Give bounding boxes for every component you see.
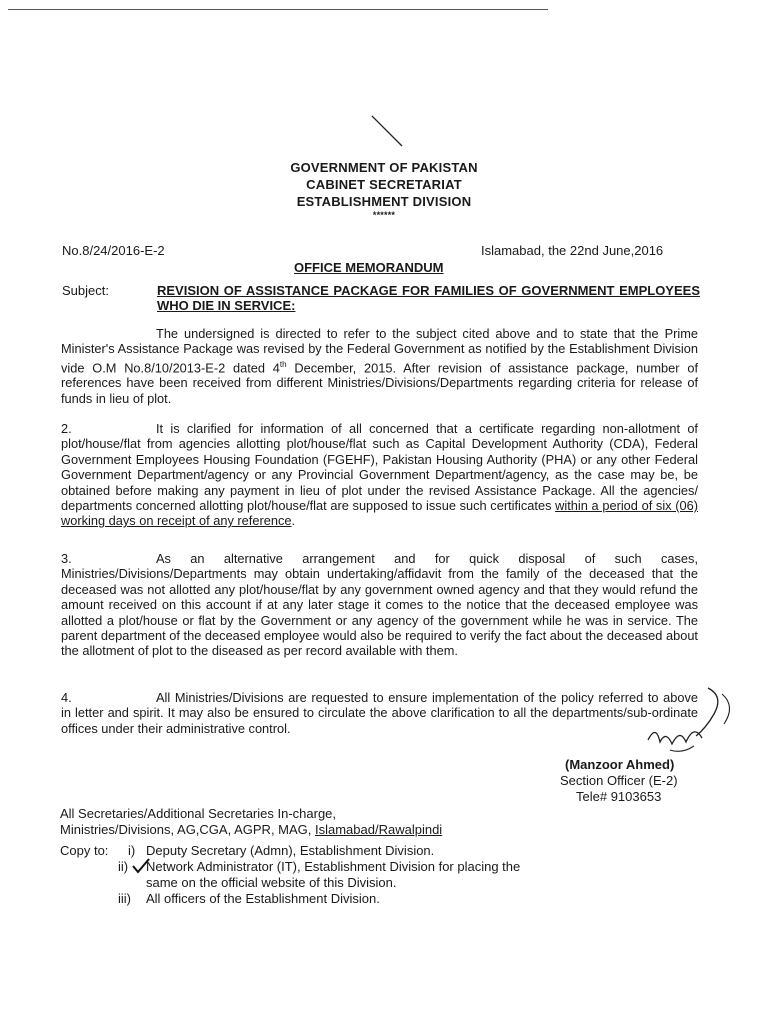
subject-label: Subject: (62, 283, 109, 298)
pen-stroke-mark (368, 110, 408, 150)
memo-title: OFFICE MEMORANDUM (294, 260, 444, 275)
paragraph-4: 4. All Ministries/Divisions are requested to ensure implementation of the policy referred to above in letter and spirit. It may also be ensured to circulate the above clarification to all the departments/sub-ordinate offices under their administrative control. (61, 690, 698, 736)
copy-to-label: Copy to: (60, 843, 109, 858)
paragraph-3: 3. As an alternative arrangement and for quick disposal of such cases, Ministries/Divisions/Departments may obtain undertaking/affidavit from the family of the deceased that the deceased was not allotted any plot/house/flat by any government owned agency and that they would refund the amount received on this account if at any later stage it comes to the notice that the deceased employee was allotted a plot/house or flat by the Government or any agency of the government while he was in service. The parent department of the deceased employee would also be required to verify the fact about the deceased about the allotment of plot to the diseased as per record available with them. (61, 551, 698, 659)
signatory-telephone: Tele# 9103653 (576, 789, 662, 804)
file-number: No.8/24/2016-E-2 (62, 243, 165, 258)
copy-item-1: i) Deputy Secretary (Admn), Establishment Division. (128, 843, 435, 858)
header-stars: ****** (372, 210, 396, 220)
scan-top-edge-line (8, 9, 548, 10)
copy-item-2: ii) Network Administrator (IT), Establishment Division for placing the (118, 859, 521, 874)
header-division: ESTABLISHMENT DIVISION (296, 194, 472, 209)
header-government: GOVERNMENT OF PAKISTAN (290, 160, 478, 175)
place-date: Islamabad, the 22nd June,2016 (481, 243, 664, 258)
paragraph-2: 2. It is clarified for information of all concerned that a certificate regarding non-allotment of plot/house/flat from agencies allotting plot/house/flat such as Capital Development Authority (CDA), Federal Government Employees Housing Foundation (FGEHF), Pakistan Housing Authority (PHA) or any other Federal Government Department/agency or any Provincial Government Department/agency, as the case may be, be obtained before making any payment in lieu of plot under the revised Assistance Package. All the agencies/ departments concerned allotting plot/house/flat are supposed to issue such certificates within a period of six (06) working days on receipt of any reference. (61, 421, 698, 529)
header-cabinet: CABINET SECRETARIAT (306, 177, 462, 192)
tick-mark-icon (131, 858, 151, 874)
copy-item-2-continued: same on the official website of this Division. (146, 875, 397, 890)
copy-item-3: iii) All officers of the Establishment Division. (118, 891, 380, 906)
addressees-line-2: Ministries/Divisions, AG,CGA, AGPR, MAG, Islamabad/Rawalpindi (60, 822, 443, 837)
subject-text: REVISION OF ASSISTANCE PACKAGE FOR FAMILIES OF GOVERNMENT EMPLOYEES WHO DIE IN SERVICE: (157, 283, 700, 313)
signatory-designation: Section Officer (E-2) (560, 773, 678, 788)
signatory-name: (Manzoor Ahmed) (565, 757, 675, 772)
addressees-line-1: All Secretaries/Additional Secretaries In-charge, (60, 806, 337, 821)
paragraph-1: The undersigned is directed to refer to the subject cited above and to state that the Prime Minister's Assistance Package was revised by the Federal Government as notified by the Establishment Division vide O.M No.8/10/2013-E-2 dated 4th December, 2015. After revision of assistance package, number of references have been received from different Ministries/Divisions/Departments regarding criteria for release of funds in lieu of plot. (61, 326, 698, 406)
